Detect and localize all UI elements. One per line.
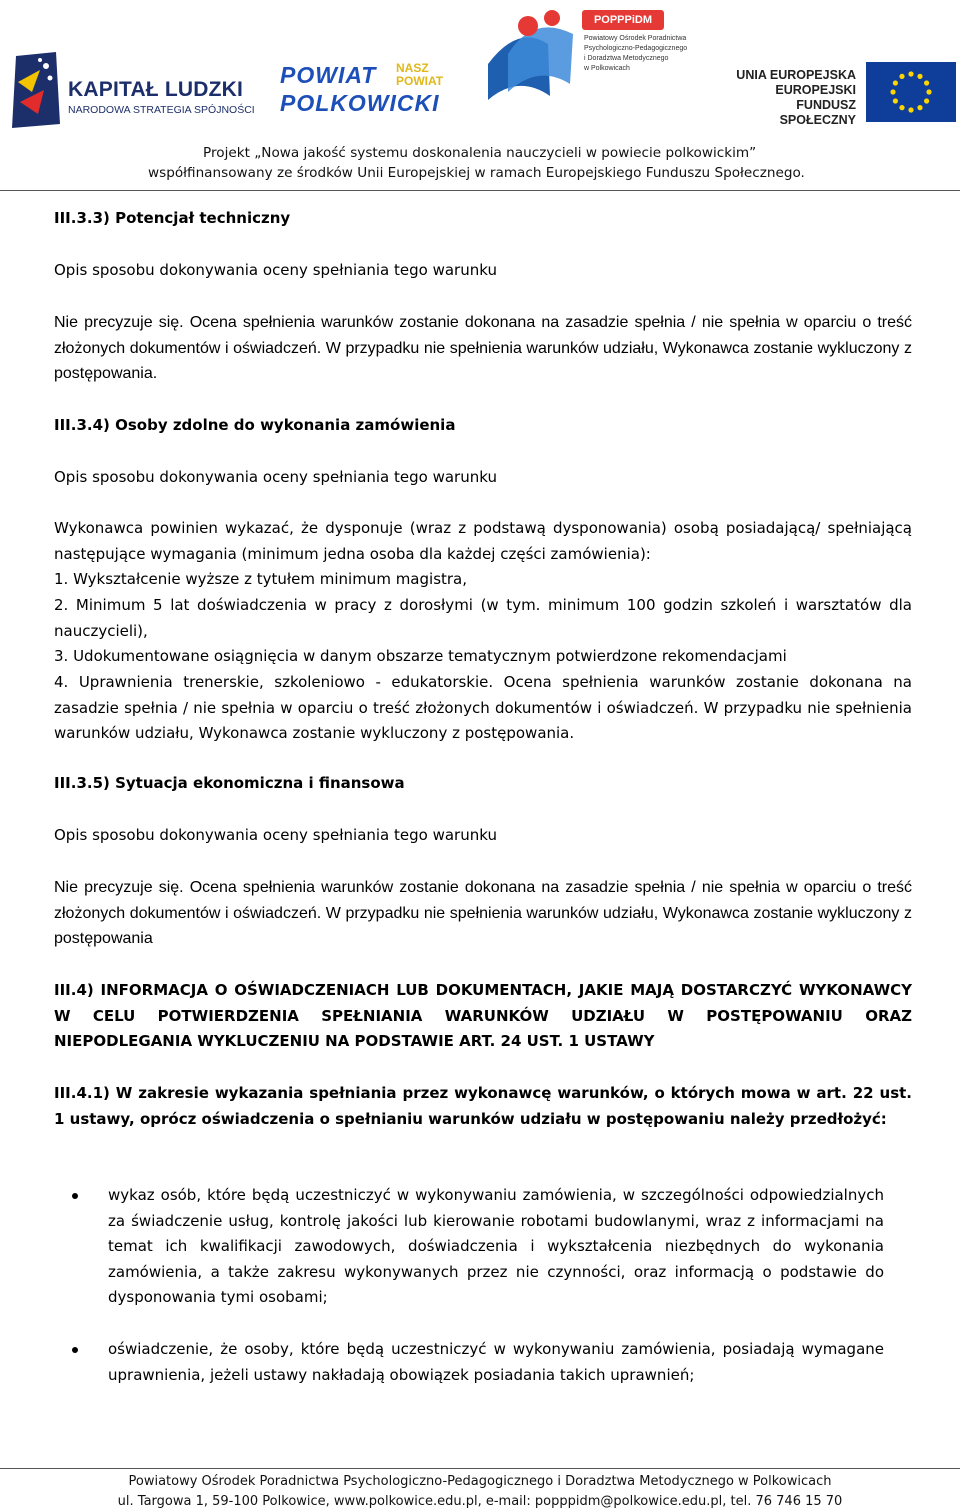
requirement-item-2: 2. Minimum 5 lat doświadczenia w pracy z dorosłymi (w tym. minimum 100 godzin szkoleń i warsztatów dla nauczycieli), bbox=[54, 596, 912, 640]
popppidm-name: POPPPiDM bbox=[582, 10, 664, 30]
project-title-line1: Projekt „Nowa jakość systemu doskonalenia nauczycieli w powiecie polkowickim” bbox=[203, 145, 757, 161]
footer-line2: ul. Targowa 1, 59-100 Polkowice, www.polkowice.edu.pl, e-mail: popppidm@polkowice.edu.pl, tel. 76 746 15 70 bbox=[117, 1494, 843, 1509]
eu-line3: FUNDUSZ SPOŁECZNY bbox=[779, 98, 856, 127]
requirements-intro: Wykonawca powinien wykazać, że dysponuje (wraz z podstawą dysponowania) osobą posiadającą/ spełniającą następujące wymagania (minimum jedna osoba dla każdej części zamówienia): bbox=[54, 519, 912, 563]
bullet-item bbox=[54, 1337, 884, 1388]
section-heading-sytuacja: III.3.5) Sytuacja ekonomiczna i finansowa bbox=[54, 774, 405, 792]
section-opis-label: Opis sposobu dokonywania oceny spełniania tego warunku bbox=[54, 468, 497, 486]
footer-line1: Powiatowy Ośrodek Poradnictwa Psychologiczno-Pedagogicznego i Doradztwa Metodycznego w Polkowicach bbox=[128, 1474, 832, 1489]
section-heading-potencjal: III.3.3) Potencjał techniczny bbox=[54, 209, 291, 227]
section-heading-wykazanie: III.4.1) W zakresie wykazania spełniania przez wykonawcę warunków, o których mowa w art. 22 ust. 1 ustawy, oprócz oświadczenia o spełnianiu warunków udziału w postępowaniu należy przedłożyć: bbox=[54, 1084, 912, 1128]
eu-line1: UNIA EUROPEJSKA bbox=[736, 68, 856, 82]
eu-flag-icon bbox=[866, 62, 956, 122]
section-heading-informacja: III.4) INFORMACJA O OŚWIADCZENIACH LUB DOKUMENTACH, JAKIE MAJĄ DOSTARCZYĆ WYKONAWCY W CELU POTWIERDZENIA SPEŁNIANIA WARUNKÓW UDZIAŁU W POSTĘPOWANIU ORAZ NIEPODLEGANIA WYKLUCZENIU NA PODSTAWIE ART. 24 UST. 1 USTAWY bbox=[54, 981, 912, 1051]
powiat-logo-line1: POWIAT bbox=[280, 62, 377, 88]
section-body-potencjal: Nie precyzuje się. Ocena spełnienia warunków zostanie dokonana na zasadzie spełnia / nie spełnia w oparciu o treść złożonych dokumentów i oświadczeń. W przypadku nie spełnienia warunków udziału, Wykonawca zostanie wykluczony z postępowania. bbox=[54, 314, 912, 383]
powiat-slogan-line1: NASZ bbox=[396, 61, 429, 75]
powiat-slogan bbox=[396, 62, 443, 88]
kapital-ludzki-emblem-icon bbox=[10, 52, 62, 128]
section-opis-label: Opis sposobu dokonywania oceny spełniania tego warunku bbox=[54, 261, 497, 279]
popppidm-desc-line1: Powiatowy Ośrodek Poradnictwa bbox=[584, 35, 687, 42]
requirement-item-4: 4. Uprawnienia trenerskie, szkoleniowo - edukatorskie. Ocena spełnienia warunków zostanie dokonana na zasadzie spełnia / nie spełnia w oparciu o treść złożonych dokumentów i oświadczeń. W przypadku nie spełnienia warunków udziału, Wykonawca zostanie wykluczony z postępowania. bbox=[54, 673, 912, 743]
kapital-ludzki-title: KAPITAŁ LUDZKI bbox=[68, 78, 244, 101]
bullet-item bbox=[54, 1183, 884, 1311]
header-divider bbox=[0, 190, 960, 191]
section-opis-label: Opis sposobu dokonywania oceny spełniania tego warunku bbox=[54, 826, 497, 844]
powiat-slogan-line2: POWIAT bbox=[396, 74, 444, 88]
bullet-text: oświadczenie, że osoby, które będą uczestniczyć w wykonywaniu zamówienia, posiadają wymagane uprawnienia, jeżeli ustawy nakładają obowiązek posiadania takich uprawnień; bbox=[108, 1339, 884, 1384]
powiat-polkowicki-logo bbox=[278, 58, 443, 120]
kapital-ludzki-logo bbox=[10, 52, 255, 130]
powiat-logo-line2: POLKOWICKI bbox=[280, 90, 440, 116]
requirement-item-3: 3. Udokumentowane osiągnięcia w danym obszarze tematycznym potwierdzone rekomendacjami bbox=[54, 647, 787, 665]
documents-bullet-list bbox=[54, 1183, 912, 1388]
bullet-icon bbox=[72, 1193, 78, 1199]
eu-logo-text bbox=[726, 68, 856, 128]
page-header bbox=[0, 0, 960, 192]
footer-divider bbox=[0, 1468, 960, 1469]
page-footer bbox=[0, 1472, 960, 1512]
kapital-ludzki-subtitle: NARODOWA STRATEGIA SPÓJNOŚCI bbox=[68, 104, 255, 116]
bullet-icon bbox=[72, 1347, 78, 1353]
section-body-sytuacja: Nie precyzuje się. Ocena spełnienia warunków zostanie dokonana na zasadzie spełnia / nie spełnia w oparciu o treść złożonych dokumentów i oświadczeń. W przypadku nie spełnienia warunków udziału, Wykonawca zostanie wykluczony z postępowania bbox=[54, 879, 912, 948]
eu-line2: EUROPEJSKI bbox=[775, 83, 856, 97]
project-title-line2: współfinansowany ze środków Unii Europejskiej w ramach Europejskiego Funduszu Społecznego. bbox=[148, 165, 805, 181]
popppidm-description bbox=[584, 34, 687, 74]
popppidm-logo bbox=[478, 4, 688, 104]
popppidm-emblem-icon bbox=[478, 4, 588, 104]
eu-logo bbox=[726, 60, 956, 127]
popppidm-desc-line3: i Doradztwa Metodycznego bbox=[584, 55, 669, 62]
requirement-item-1: 1. Wykształcenie wyższe z tytułem minimum magistra, bbox=[54, 570, 468, 588]
section-heading-osoby: III.3.4) Osoby zdolne do wykonania zamówienia bbox=[54, 416, 456, 434]
bullet-text: wykaz osób, które będą uczestniczyć w wykonywaniu zamówienia, w szczególności odpowiedzialnych za świadczenie usług, kontrolę jakości lub kierowanie robotami budowlanymi, wraz z informacjami na temat ich kwalifikacji zawodowych, doświadczenia i wykształcenia niezbędnych do wykonania zamówienia, a także zakresu wykonywanych przez nie czynności, oraz informacją o podstawie do dysponowania tymi osobami; bbox=[108, 1186, 884, 1307]
popppidm-desc-line4: w Polkowicach bbox=[584, 65, 630, 72]
popppidm-desc-line2: Psychologiczno-Pedagogicznego bbox=[584, 45, 688, 52]
